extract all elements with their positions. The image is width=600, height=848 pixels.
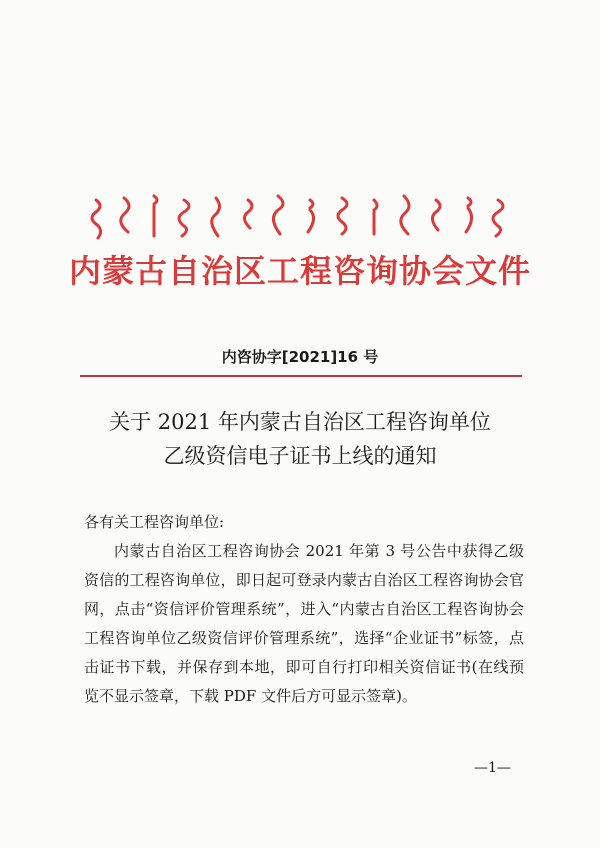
salutation: 各有关工程咨询单位: <box>84 513 225 531</box>
notice-title <box>0 405 600 473</box>
mongolian-script-header <box>88 190 518 246</box>
document-number: 内咨协字[2021]16 号 <box>221 348 379 366</box>
red-divider <box>80 375 522 377</box>
organization-title: 内蒙古自治区工程咨询协会文件 <box>68 252 531 290</box>
notice-body <box>84 508 524 711</box>
notice-title-line-2: 乙级资信电子证书上线的通知 <box>163 444 437 468</box>
notice-title-line-1: 关于 2021 年内蒙古自治区工程咨询单位 <box>109 410 491 434</box>
mongolian-script-graphic <box>88 190 518 246</box>
body-paragraph: 内蒙古自治区工程咨询协会 2021 年第 3 号公告中获得乙级资信的工程咨询单位，即日起可登录内蒙古自治区工程咨询协会官网，点击“资信评价管理系统”，进入“内蒙古自治区工程咨询协会工程咨询单位乙级资信评价管理系统”，选择“企业证书”标签，点击证书下载，并保存到本地，即可自行打印相关资信证书(在线预览不显示签章，下载 PDF 文件后方可显示签章)。 <box>84 542 524 705</box>
page-number: —1— <box>474 760 511 776</box>
